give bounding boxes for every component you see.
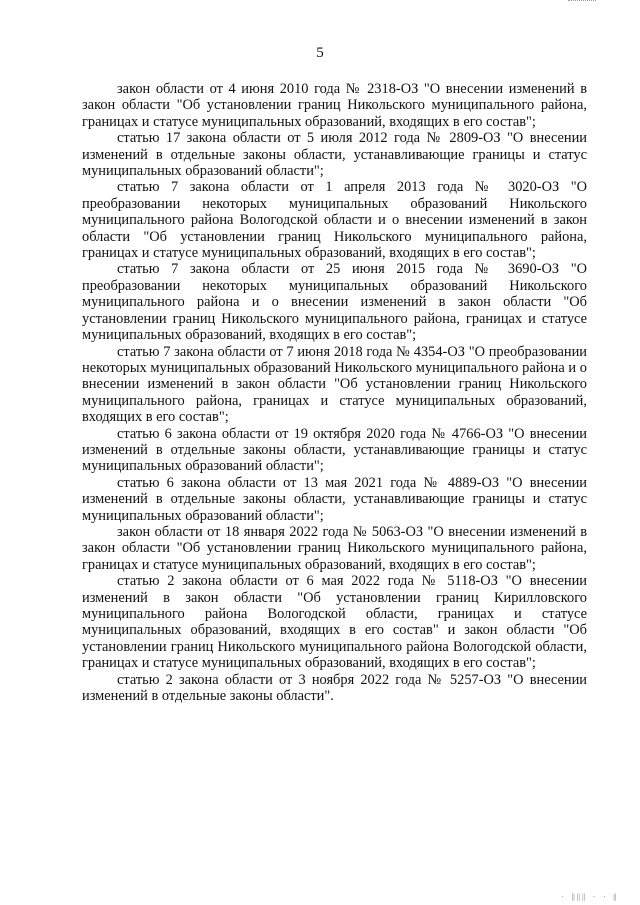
list-item: статью 17 закона области от 5 июля 2012 года № 2809-ОЗ "О внесении изменений в отдельные законы области, устанавливающие границы и статус муниципальных образований области"; [82,130,587,180]
scan-artifact-bottom: · ‖‖‖ · · ‖ [560,893,618,901]
list-item: закон области от 18 января 2022 года № 5063-ОЗ "О внесении изменений в закон области "Об установлении границ Никольского муниципального района, границах и статусе муниципальных образований, входящих в его состав"; [82,523,587,573]
list-item: статью 6 закона области от 13 мая 2021 года № 4889-ОЗ "О внесении изменений в отдельные законы области, устанавливающие границы и статус муниципальных образований области"; [82,474,587,524]
document-body [82,81,587,704]
scan-artifact-top [568,0,596,3]
list-item: статью 7 закона области от 1 апреля 2013 года № 3020-ОЗ "О преобразовании некоторых муниципальных образований Никольского муниципального района Вологодской области и о внесении изменений в закон области "Об установлении границ Никольского муниципального района, границах и статусе муниципальных образований, входящих в его состав"; [82,179,587,262]
list-item: статью 7 закона области от 7 июня 2018 года № 4354-ОЗ "О преобразовании некоторых муниципальных образований Никольского муниципального района и о внесении изменений в закон области "Об установлении границ Никольского муниципального района, границах и статусе муниципальных образований, входящих в его состав"; [82,343,587,426]
list-item: статью 6 закона области от 19 октября 2020 года № 4766-ОЗ "О внесении изменений в отдельные законы области, устанавливающие границы и статус муниципальных образований области"; [82,425,587,475]
list-item: статью 2 закона области от 6 мая 2022 года № 5118-ОЗ "О внесении изменений в закон области "Об установлении границ Кирилловского муниципального района Вологодской области, границах и статусе муниципальных образований, входящих в его состав" и закон области "Об установлении границ Никольского муниципального района Вологодской области, границах и статусе муниципальных образований, входящих в его состав"; [82,573,587,672]
list-item: статью 7 закона области от 25 июня 2015 года № 3690-ОЗ "О преобразовании некоторых муниципальных образований Никольского муниципального района и о внесении изменений в закон области "Об установлении границ Никольского муниципального района, границах и статусе муниципальных образований, входящих в его состав"; [82,261,587,344]
list-item: статью 2 закона области от 3 ноября 2022 года № 5257-ОЗ "О внесении изменений в отдельные законы области". [82,671,587,705]
list-item: закон области от 4 июня 2010 года № 2318-ОЗ "О внесении изменений в закон области "Об установлении границ Никольского муниципального района, границах и статусе муниципальных образований, входящих в его состав"; [82,81,587,130]
page-number: 5 [316,45,324,61]
